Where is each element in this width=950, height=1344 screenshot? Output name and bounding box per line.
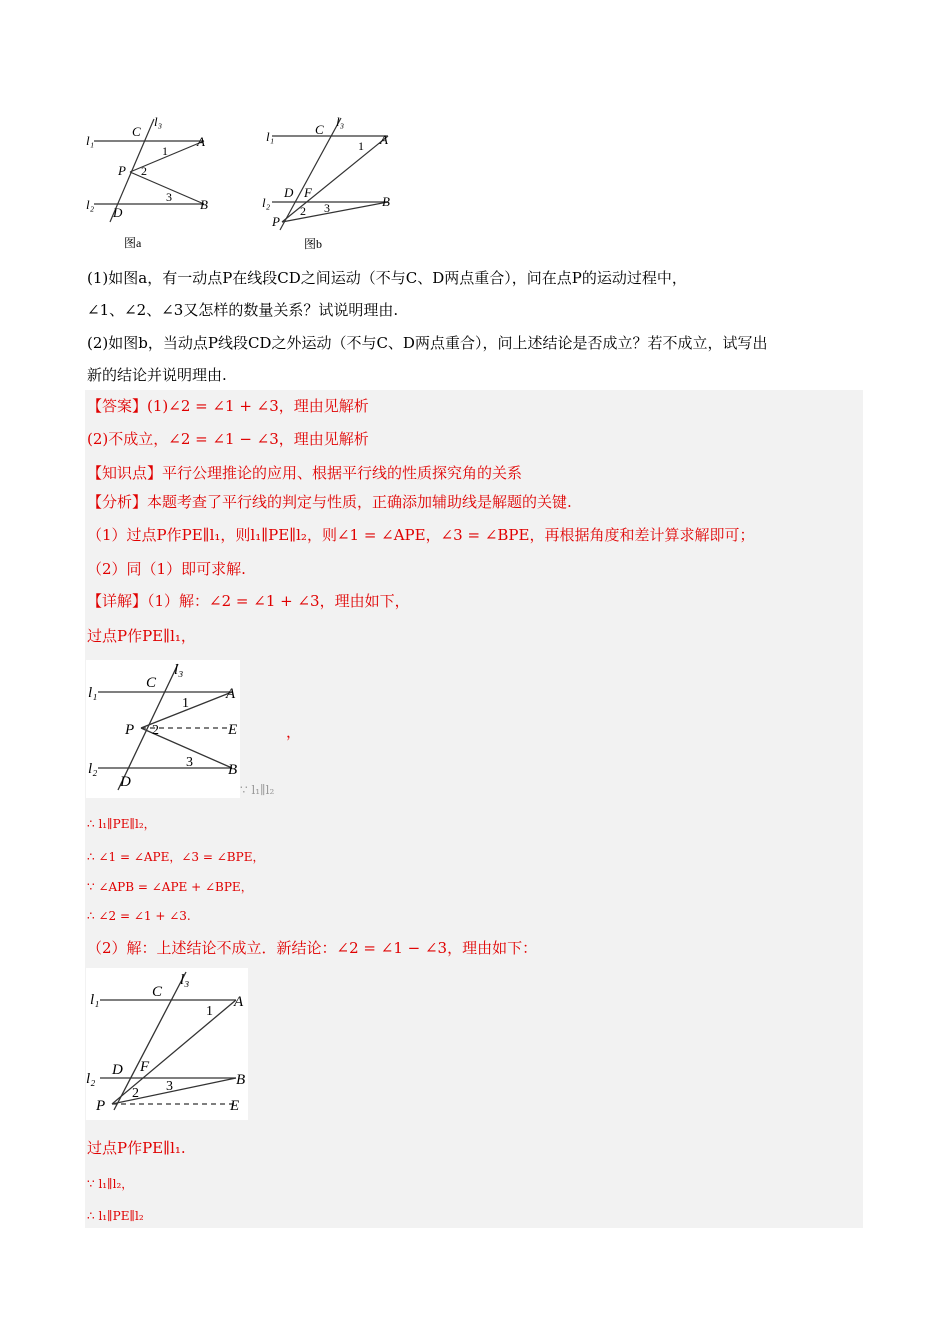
detail-heading-2: （2）解：上述结论不成立．新结论：∠2 = ∠1 − ∠3，理由如下： xyxy=(87,939,538,957)
label-l1: l₁ xyxy=(86,133,95,148)
label-3: 3 xyxy=(324,201,330,215)
label-l1: l₁ xyxy=(90,992,100,1008)
figure-a xyxy=(80,112,220,252)
knowledge-point: 【知识点】平行公理推论的应用、根据平行线的性质探究角的关系 xyxy=(87,464,523,482)
answer-line-2: (2)不成立，∠2 = ∠1 − ∠3，理由见解析 xyxy=(87,430,369,448)
label-D: D xyxy=(120,774,131,790)
label-l1: l₁ xyxy=(88,685,98,701)
label-A: A xyxy=(197,134,205,149)
detail-heading-1: 【详解】（1）解：∠2 = ∠1 + ∠3，理由如下， xyxy=(87,592,410,610)
label-D: D xyxy=(113,205,123,220)
step-parallel: ∴ l₁∥PE∥l₂， xyxy=(87,817,156,831)
question-1-line-2: ∠1、∠2、∠3又怎样的数量关系？试说明理由. xyxy=(87,301,399,319)
label-1: 1 xyxy=(182,696,189,711)
label-1: 1 xyxy=(206,1004,213,1019)
label-l2: l₂ xyxy=(86,1071,96,1087)
analysis-step-1: （1）过点P作PE∥l₁，则l₁∥PE∥l₂，则∠1 = ∠APE，∠3 = ∠BPE，再根据角度和差计算求解即可； xyxy=(87,526,755,544)
caption-fig-a: 图a xyxy=(124,236,142,250)
label-1: 1 xyxy=(358,139,364,153)
figure-b xyxy=(258,112,408,252)
step-given: ∵ l₁∥l₂ xyxy=(240,783,275,797)
question-1-line-1: (1)如图a，有一动点P在线段CD之间运动（不与C、D两点重合），问在点P的运动过程中， xyxy=(87,269,687,287)
label-A: A xyxy=(234,994,244,1010)
analysis-step-2: （2）同（1）即可求解. xyxy=(87,560,246,578)
label-3: 3 xyxy=(166,190,172,204)
label-2: 2 xyxy=(300,204,306,218)
step-conclusion: ∴ ∠2 = ∠1 + ∠3. xyxy=(87,909,191,923)
label-B: B xyxy=(228,762,238,778)
question-2-line-2: 新的结论并说明理由. xyxy=(87,366,227,384)
label-l2: l₂ xyxy=(262,195,271,210)
step-angles: ∴ ∠1 = ∠APE，∠3 = ∠BPE， xyxy=(87,850,265,864)
label-F: F xyxy=(140,1059,150,1075)
label-l3: l₃ xyxy=(154,114,163,129)
detail-construct-1: 过点P作PE∥l₁， xyxy=(87,627,196,645)
label-A: A xyxy=(226,686,236,702)
label-C: C xyxy=(152,984,163,1000)
label-l1: l₁ xyxy=(266,129,275,144)
solution-figure-1 xyxy=(86,660,240,798)
solution-figure-2 xyxy=(86,968,248,1120)
label-l3: l₃ xyxy=(336,114,345,129)
label-P: P xyxy=(118,163,126,178)
comma-after-figure: ， xyxy=(286,723,302,741)
analysis-heading: 【分析】本题考查了平行线的判定与性质，正确添加辅助线是解题的关键. xyxy=(87,493,572,511)
label-P: P xyxy=(125,722,135,738)
question-2-line-1: (2)如图b，当动点P线段CD之外运动（不与C、D两点重合），问上述结论是否成立？若不成立，试写出 xyxy=(87,334,768,352)
label-E: E xyxy=(228,722,238,738)
label-C: C xyxy=(132,124,141,139)
step-parallel-2: ∴ l₁∥PE∥l₂ xyxy=(87,1209,144,1223)
label-E: E xyxy=(230,1098,240,1114)
label-C: C xyxy=(146,675,157,691)
caption-fig-b: 图b xyxy=(304,237,323,251)
label-l2: l₂ xyxy=(86,197,95,212)
label-P: P xyxy=(96,1098,106,1114)
label-D: D xyxy=(112,1062,123,1078)
label-1: 1 xyxy=(162,144,168,158)
label-2: 2 xyxy=(141,164,147,178)
step-sum: ∵ ∠APB = ∠APE + ∠BPE， xyxy=(87,880,253,894)
label-B: B xyxy=(382,194,390,209)
label-3: 3 xyxy=(166,1079,173,1094)
label-B: B xyxy=(236,1072,246,1088)
answer-line-1: 【答案】(1)∠2 = ∠1 + ∠3，理由见解析 xyxy=(87,397,369,415)
label-l2: l₂ xyxy=(88,761,98,777)
label-A: A xyxy=(380,132,388,147)
label-C: C xyxy=(315,122,324,137)
label-l3: l₃ xyxy=(180,972,190,988)
label-D: D xyxy=(284,185,294,200)
label-3: 3 xyxy=(186,755,193,770)
label-P: P xyxy=(272,214,280,229)
label-B: B xyxy=(200,197,208,212)
step-given-2: ∵ l₁∥l₂， xyxy=(87,1177,134,1191)
detail-construct-2: 过点P作PE∥l₁. xyxy=(87,1139,186,1157)
label-F: F xyxy=(304,185,312,200)
label-l3: l₃ xyxy=(174,662,184,678)
label-2: 2 xyxy=(152,723,159,738)
label-2: 2 xyxy=(132,1086,139,1101)
